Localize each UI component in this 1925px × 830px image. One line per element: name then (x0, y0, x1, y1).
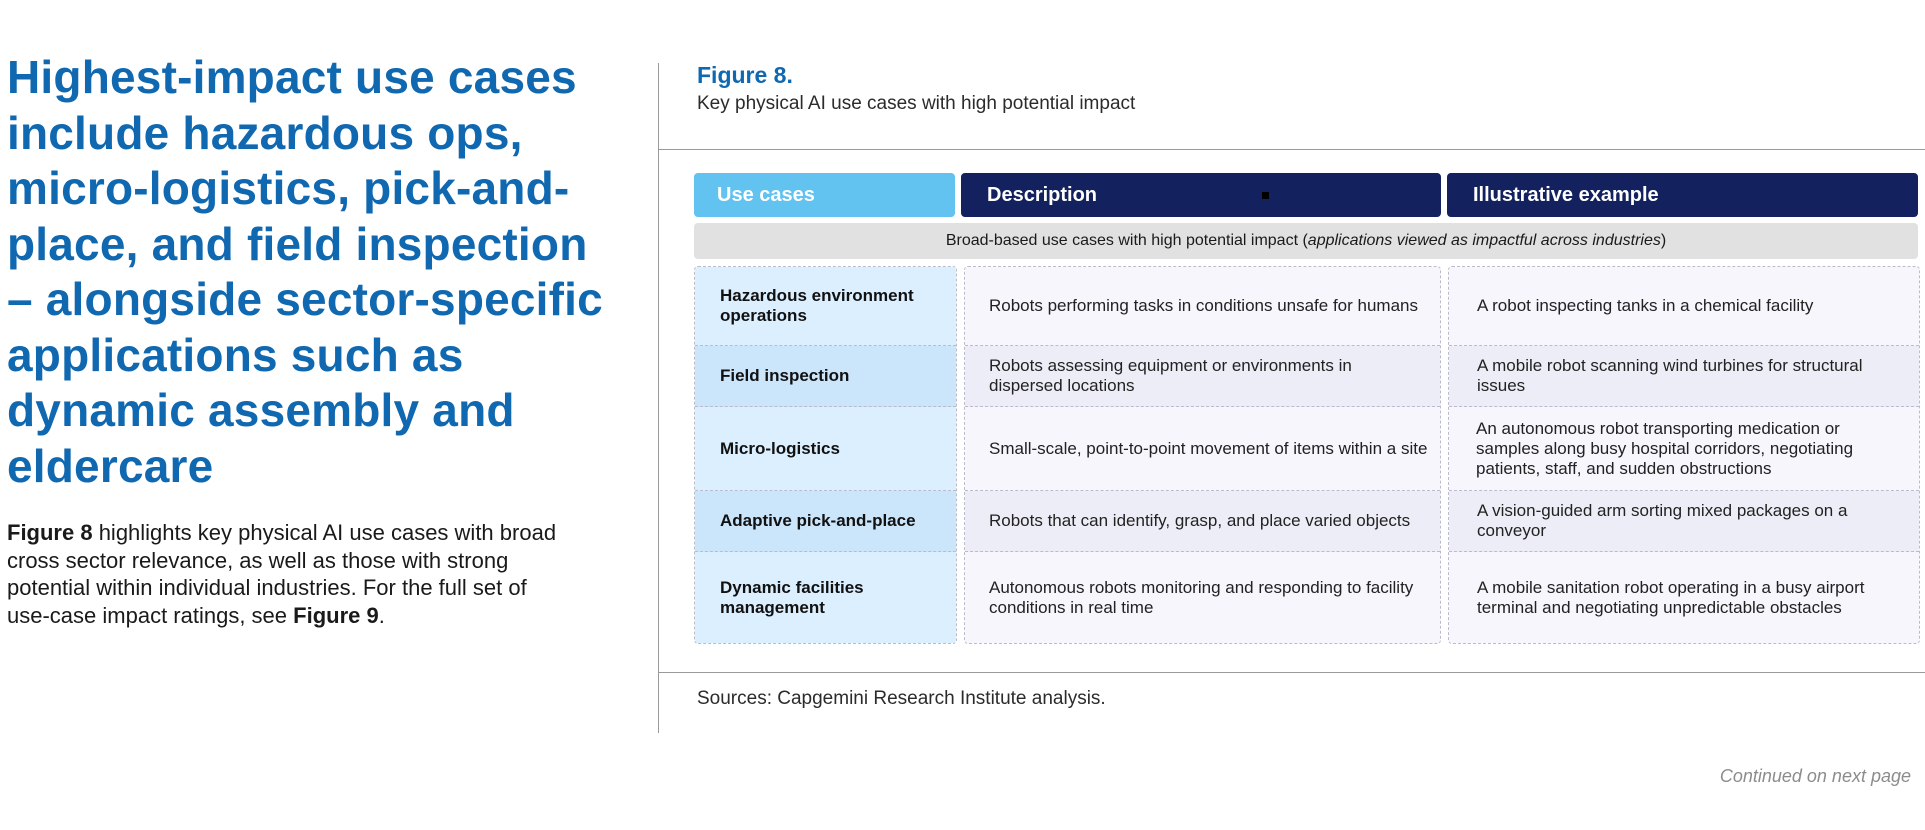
description-cell: Robots performing tasks in conditions unsafe for humans (965, 267, 1440, 346)
band-text: Broad-based use cases with high potential impact ( (945, 232, 1308, 249)
example-cell: A mobile sanitation robot operating in a busy airport terminal and negotiating unpredictable obstacles (1449, 552, 1919, 643)
band-close: ) (1660, 232, 1667, 249)
header-illustrative-example: Illustrative example (1447, 173, 1918, 217)
example-column (1448, 266, 1920, 644)
use-case-cell: Micro-logistics (695, 407, 956, 491)
description-cell: Autonomous robots monitoring and responding to facility conditions in real time (965, 552, 1440, 643)
stray-dot-mark (1262, 192, 1269, 199)
continued-note: Continued on next page (1719, 766, 1911, 786)
vertical-divider (658, 63, 659, 733)
figure-9-ref: Figure 9 (293, 602, 379, 628)
figure-8-ref: Figure 8 (7, 520, 93, 545)
example-cell: An autonomous robot transporting medication or samples along busy hospital corridors, negotiating patients, staff, and sudden obstructions (1449, 407, 1919, 491)
header-description: Description (961, 173, 1441, 217)
use-case-cell: Field inspection (695, 346, 956, 407)
use-case-cell: Adaptive pick-and-place (695, 491, 956, 552)
example-cell: A vision-guided arm sorting mixed packages on a conveyor (1449, 491, 1919, 552)
description-cell: Small-scale, point-to-point movement of items within a site (965, 407, 1440, 491)
example-cell: A mobile robot scanning wind turbines for structural issues (1449, 346, 1919, 407)
page-headline: Highest-impact use cases include hazardous ops, micro-logistics, pick-and-place, and field inspection – alongside sector-specific applications such as dynamic assembly and eldercare (7, 51, 603, 492)
description-cell: Robots assessing equipment or environments in dispersed locations (965, 346, 1440, 407)
use-case-cell: Hazardous environment operations (695, 267, 956, 346)
header-use-cases: Use cases (694, 173, 955, 217)
description-cell: Robots that can identify, grasp, and place varied objects (965, 491, 1440, 552)
intro-panel (7, 50, 607, 629)
figure-subtitle: Key physical AI use cases with high potential impact (697, 93, 1136, 114)
use-case-column (694, 266, 957, 644)
band-italic-text: applications viewed as impactful across industries (1307, 232, 1661, 249)
intro-paragraph (7, 519, 567, 629)
figure-top-divider (659, 149, 1925, 150)
description-column (964, 266, 1441, 644)
example-cell: A robot inspecting tanks in a chemical facility (1449, 267, 1919, 346)
category-band (694, 223, 1918, 259)
figure-bottom-divider (659, 672, 1925, 673)
use-case-cell: Dynamic facilities management (695, 552, 956, 643)
intro-text-2: . (378, 602, 385, 628)
figure-title: Figure 8. (697, 62, 793, 88)
sources-note: Sources: Capgemini Research Institute analysis. (697, 688, 1106, 709)
intro-text-1: highlights key physical AI use cases with broad cross sector relevance, as well as those with strong potential within individual industries. For the full set of use-case impact ratings, see (7, 520, 557, 628)
